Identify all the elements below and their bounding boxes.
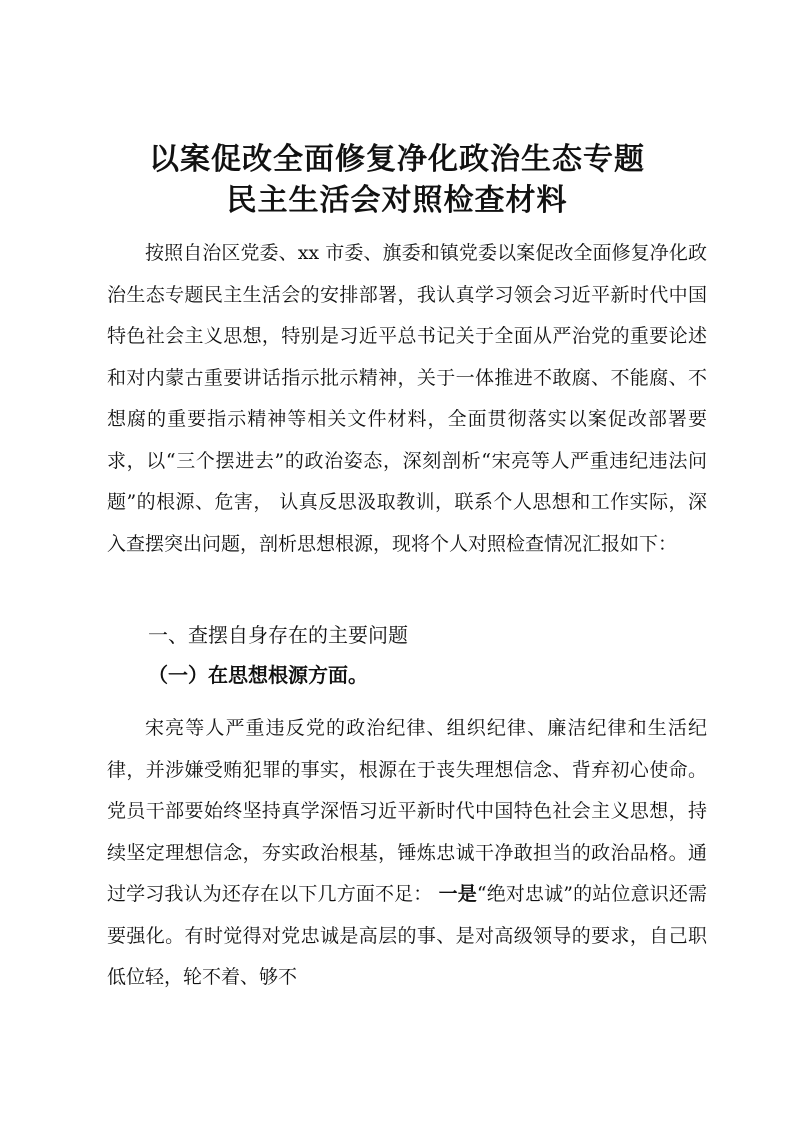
document-title-line2: 民主生活会对照检查材料 — [226, 183, 568, 218]
subsection-heading-1: （一）在思想根源方面。 — [148, 663, 368, 687]
paragraph-2-emphasis: 一是 — [438, 883, 477, 905]
document-title-line1: 以案促改全面修复净化政治生态专题 — [149, 142, 645, 177]
section-heading-1: 一、查摆自身存在的主要问题 — [148, 623, 408, 647]
paragraph-2-text-b: “绝对忠诚”的站位意识还需要强化。有时觉得对党忠诚是高层的事、是对高级领导的要求，自己职低位轻，轮不着、够不 — [107, 883, 707, 988]
body-paragraph-2 — [107, 708, 707, 999]
paragraph-2-text-a: 宋亮等人严重违反党的政治纪律、组织纪律、廉洁纪律和生活纪律，并涉嫌受贿犯罪的事实，根源在于丧失理想信念、背弃初心使命。党员干部要始终坚持真学深悟习近平新时代中国特色社会主义思想，持续坚定理想信念，夯实政治根基，锤炼忠诚干净敢担当的政治品格。通过学习我认为还存在以下几方面不足： — [107, 717, 707, 905]
intro-paragraph: 按照自治区党委、xx 市委、旗委和镇党委以案促改全面修复净化政治生态专题民主生活会的安排部署，我认真学习领会习近平新时代中国特色社会主义思想，特别是习近平总书记关于全面从严治党的重要论述和对内蒙古重要讲话指示批示精神，关于一体推进不敢腐、不能腐、不想腐的重要指示精神等相关文件材料，全面贯彻落实以案促改部署要求，以“三个摆进去”的政治姿态，深刻剖析“宋亮等人严重违纪违法问题”的根源、危害， 认真反思汲取教训，联系个人思想和工作实际，深入查摆突出问题，剖析思想根源，现将个人对照检查情况汇报如下： — [107, 242, 707, 555]
